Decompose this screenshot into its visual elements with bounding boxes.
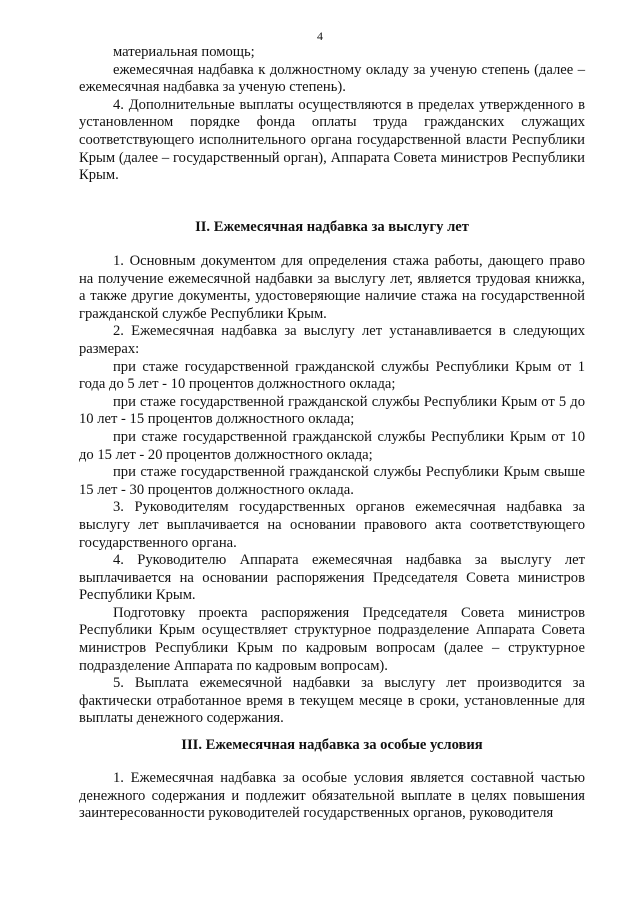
section-2-rate-item: при стаже государственной гражданской службы Республики Крым от 1 года до 5 лет - 10 процентов должностного оклада;: [79, 358, 585, 393]
section-3-body: [79, 770, 585, 823]
section-2-paragraph: 4. Руководителю Аппарата ежемесячная надбавка за выслугу лет выплачивается на основании распоряжения Председателя Совета министров Республики Крым.: [79, 552, 585, 604]
intro-line-material-aid: материальная помощь;: [113, 44, 255, 60]
section-2-heading-wrap: [79, 219, 585, 237]
section-2-rate-item: при стаже государственной гражданской службы Республики Крым от 5 до 10 лет - 15 процентов должностного оклада;: [79, 393, 585, 428]
section-2-paragraph: 2. Ежемесячная надбавка за выслугу лет устанавливается в следующих размерах:: [79, 323, 585, 357]
page-number: 4: [317, 29, 323, 43]
section-2-paragraph: 5. Выплата ежемесячной надбавки за выслугу лет производится за фактически отработанное время в текущем месяце в сроки, установленные для выплаты денежного содержания.: [79, 675, 585, 727]
section-2-paragraph: 3. Руководителям государственных органов ежемесячная надбавка за выслугу лет выплачивается на основании правового акта соответствующего государственного органа.: [79, 499, 585, 551]
section-2-paragraph: 1. Основным документом для определения стажа работы, дающего право на получение ежемесячной надбавки за выслугу лет, является трудовая книжка, а также другие документы, удостоверяющие наличие стажа на государственной гражданской службе Республики Крым.: [79, 253, 585, 322]
section-2-rate-item: при стаже государственной гражданской службы Республики Крым от 10 до 15 лет - 20 процентов должностного оклада;: [79, 428, 585, 463]
intro-degree-allowance: ежемесячная надбавка к должностному окладу за ученую степень (далее – ежемесячная надбавка за ученую степень).: [79, 61, 585, 96]
section-3-heading-wrap: [79, 737, 585, 755]
intro-item-4: 4. Дополнительные выплаты осуществляются в пределах утвержденного в установленном порядке фонда оплаты труда гражданских служащих соответствующего исполнительного органа государственной власти Республики Крым (далее – государственный орган), Аппарата Совета министров Республики Крым.: [79, 96, 585, 184]
section-3-heading: III. Ежемесячная надбавка за особые условия: [181, 737, 483, 753]
section-2-body: [79, 253, 585, 728]
section-2-paragraph: Подготовку проекта распоряжения Председателя Совета министров Республики Крым осуществляет структурное подразделение Аппарата Совета министров Республики Крым по кадровым вопросам (далее – структурное подразделение Аппарата по кадровым вопросам).: [79, 604, 585, 674]
section-2-heading: II. Ежемесячная надбавка за выслугу лет: [195, 219, 469, 235]
section-3-paragraph: 1. Ежемесячная надбавка за особые условия является составной частью денежного содержания и подлежит обязательной выплате в целях повышения заинтересованности руководителей государственных органов, руководителя: [79, 770, 585, 822]
intro-block: [79, 44, 585, 185]
section-2-rate-item: при стаже государственной гражданской службы Республики Крым свыше 15 лет - 30 процентов должностного оклада.: [79, 464, 585, 498]
